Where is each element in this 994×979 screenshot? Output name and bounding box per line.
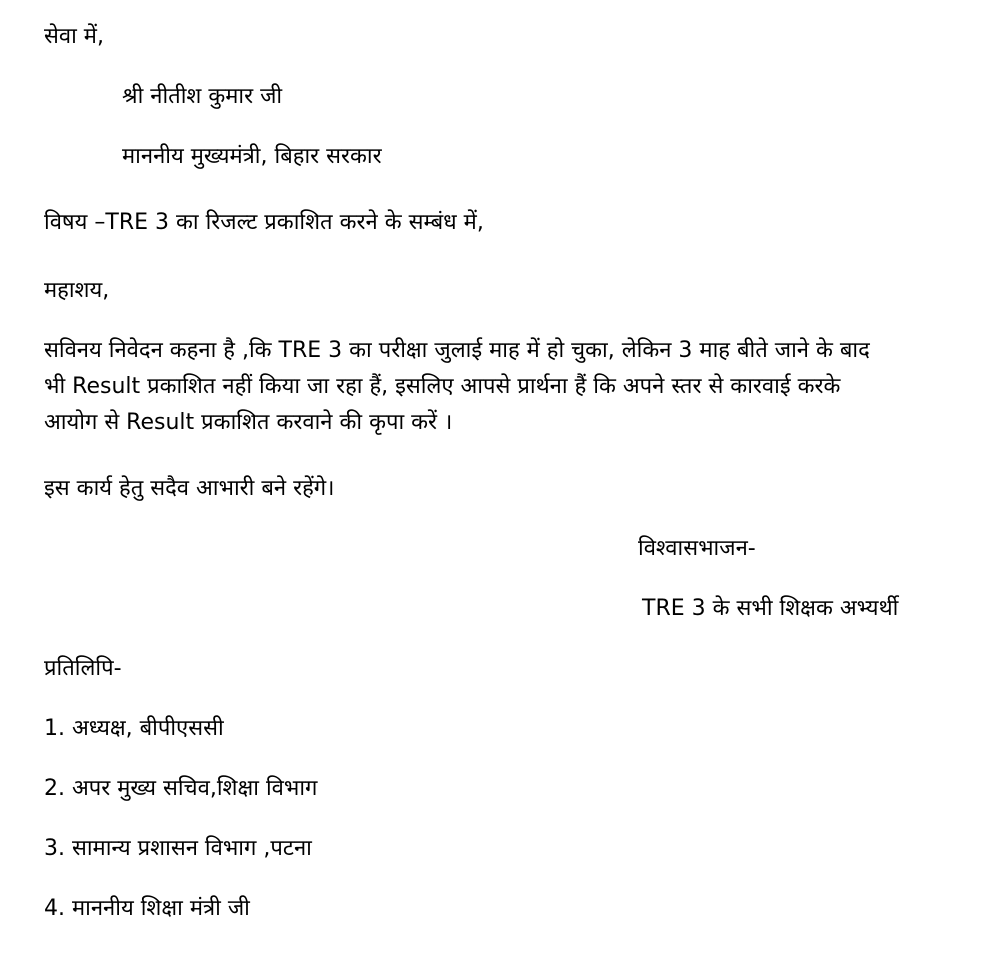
salutation-to: सेवा में, xyxy=(44,24,104,49)
recipient-name: श्री नीतीश कुमार जी xyxy=(122,84,283,109)
sign-off: विश्वासभाजन- xyxy=(638,536,756,561)
copy-list-item: 4. माननीय शिक्षा मंत्री जी xyxy=(44,896,250,921)
body-line-1: सविनय निवेदन कहना है ,कि TRE 3 का परीक्षा जुलाई माह में हो चुका, लेकिन 3 माह बीते जाने के बाद xyxy=(44,338,870,363)
closing-line: इस कार्य हेतु सदैव आभारी बने रहेंगे। xyxy=(44,476,335,501)
copy-heading: प्रतिलिपि- xyxy=(44,656,122,681)
subject-line: विषय –TRE 3 का रिजल्ट प्रकाशित करने के सम्बंध में, xyxy=(44,210,484,235)
recipient-title: माननीय मुख्यमंत्री, बिहार सरकार xyxy=(122,144,382,169)
copy-list-item: 1. अध्यक्ष, बीपीएससी xyxy=(44,716,224,741)
copy-list-item: 2. अपर मुख्य सचिव,शिक्षा विभाग xyxy=(44,776,318,801)
copy-list-item: 3. सामान्य प्रशासन विभाग ,पटना xyxy=(44,836,312,861)
body-line-2: भी Result प्रकाशित नहीं किया जा रहा हैं, इसलिए आपसे प्रार्थना हैं कि अपने स्तर से कारवाई करके xyxy=(44,374,841,399)
signatory: TRE 3 के सभी शिक्षक अभ्यर्थी xyxy=(642,596,899,621)
greeting: महाशय, xyxy=(44,278,110,303)
body-line-3: आयोग से Result प्रकाशित करवाने की कृपा करें । xyxy=(44,410,453,435)
